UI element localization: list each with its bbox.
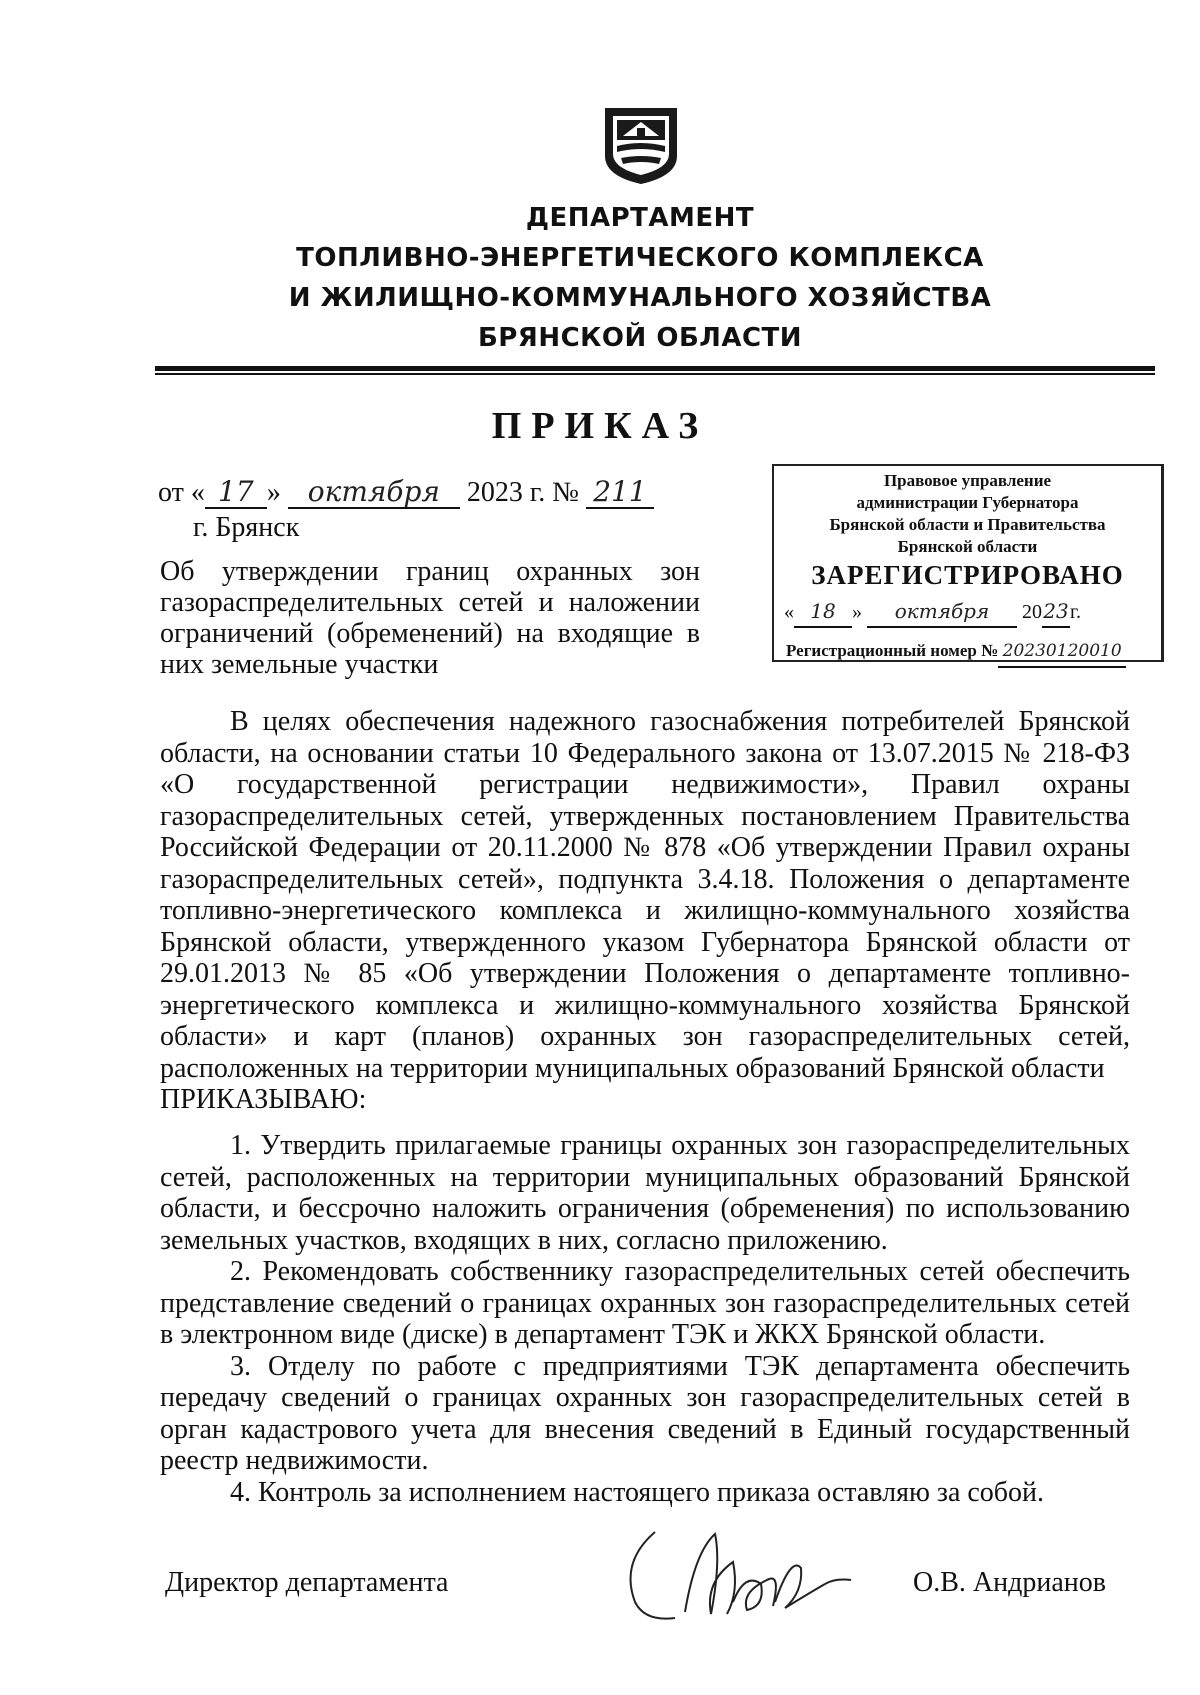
stamp-org-line: Правовое управление xyxy=(883,471,1052,490)
date-mid: » xyxy=(266,477,281,508)
date-day: 17 xyxy=(205,477,267,509)
stamp-date: « 18 » октября 2023г. xyxy=(784,596,1081,628)
signatory-name: О.В. Андрианов xyxy=(913,1567,1106,1598)
stamp-org-line: Брянской области и Правительства xyxy=(829,515,1106,534)
order-item-3: 3. Отделу по работе с предприятиями ТЭК департамента обеспечить передачу сведений о границах охранных зон газораспределительных сетей в орган кадастрового учета для внесения сведений в Единый государственный реестр недвижимости. xyxy=(160,1350,1130,1476)
registration-stamp xyxy=(772,464,1164,662)
department-title-line-4: БРЯНСКОЙ ОБЛАСТИ xyxy=(477,323,803,353)
date-year: 2023 г. xyxy=(466,477,546,508)
stamp-reg-label: Регистрационный номер № xyxy=(786,641,999,660)
stamp-month: октября xyxy=(867,596,1017,628)
stamp-day: 18 xyxy=(794,596,852,628)
order-number: 211 xyxy=(586,477,654,509)
order-items xyxy=(160,1130,1130,1508)
department-title-line-1: ДЕПАРТАМЕНТ xyxy=(525,203,755,233)
stamp-registered: ЗАРЕГИСТРИРОВАНО xyxy=(811,560,1124,590)
stamp-org xyxy=(774,470,1161,558)
order-date-line xyxy=(158,477,654,509)
order-item-2: 2. Рекомендовать собственнику газораспределительных сетей обеспечить представление сведений о границах охранных зон газораспределительных сетей в электронном виде (диске) в департамент ТЭК и ЖКХ Брянской области. xyxy=(160,1256,1130,1350)
order-item-4: 4. Контроль за исполнением настоящего приказа оставляю за собой. xyxy=(230,1476,1045,1508)
date-prefix: от « xyxy=(158,477,205,508)
city: г. Брянск xyxy=(193,512,300,543)
order-word: ПРИКАЗЫВАЮ: xyxy=(160,1084,367,1115)
stamp-year-end: г. xyxy=(1070,601,1081,623)
bryansk-emblem-icon xyxy=(603,106,679,186)
date-month: октября xyxy=(288,477,460,509)
preamble-block xyxy=(160,706,1130,1116)
document-type-title: ПРИКАЗ xyxy=(491,405,709,447)
number-label: № xyxy=(552,477,579,508)
stamp-org-line: Брянской области xyxy=(897,537,1038,556)
header-divider xyxy=(155,366,1155,371)
department-title-line-3: И ЖИЛИЩНО-КОММУНАЛЬНОГО ХОЗЯЙСТВА xyxy=(288,283,992,313)
header-divider-thin xyxy=(155,373,1155,375)
signatory-title: Директор департамента xyxy=(165,1567,449,1598)
stamp-reg-number: 20230120010 xyxy=(998,636,1126,668)
handwritten-signature-icon xyxy=(615,1522,860,1632)
stamp-org-line: администрации Губернатора xyxy=(856,493,1079,512)
order-item-1: 1. Утвердить прилагаемые границы охранных зон газораспределительных сетей, расположенных на территории муниципальных образований Брянской области, и бессрочно наложить ограничения (обременения) по использованию земельных участков, входящих в них, согласно приложению. xyxy=(160,1130,1130,1256)
department-title-line-2: ТОПЛИВНО-ЭНЕРГЕТИЧЕСКОГО КОМПЛЕКСА xyxy=(296,243,984,273)
stamp-year-prefix: 20 xyxy=(1022,601,1042,623)
order-subject: Об утверждении границ охранных зон газораспределительных сетей и наложении ограничений (обременений) на входящие в них земельные участки xyxy=(160,556,700,680)
stamp-year-suffix: 23 xyxy=(1042,596,1070,628)
preamble-paragraph: В целях обеспечения надежного газоснабжения потребителей Брянской области, на основании статьи 10 Федерального закона от 13.07.2015 № 218-ФЗ «О государственной регистрации недвижимости», Правил охраны газораспределительных сетей, утвержденных постановлением Правительства Российской Федерации от 20.11.2000 № 878 «Об утверждении Правил охраны газораспределительных сетей», подпункта 3.4.18. Положения о департаменте топливно-энергетического комплекса и жилищно-коммунального хозяйства Брянской области, утвержденного указом Губернатора Брянской области от 29.01.2013 № 85 «Об утверждении Положения о департаменте топливно-энергетического комплекса и жилищно-коммунального хозяйства Брянской области» и карт (планов) охранных зон газораспределительных сетей, расположенных на территории муниципальных образований Брянской области xyxy=(160,706,1130,1084)
stamp-reg-number-line xyxy=(786,636,1126,668)
